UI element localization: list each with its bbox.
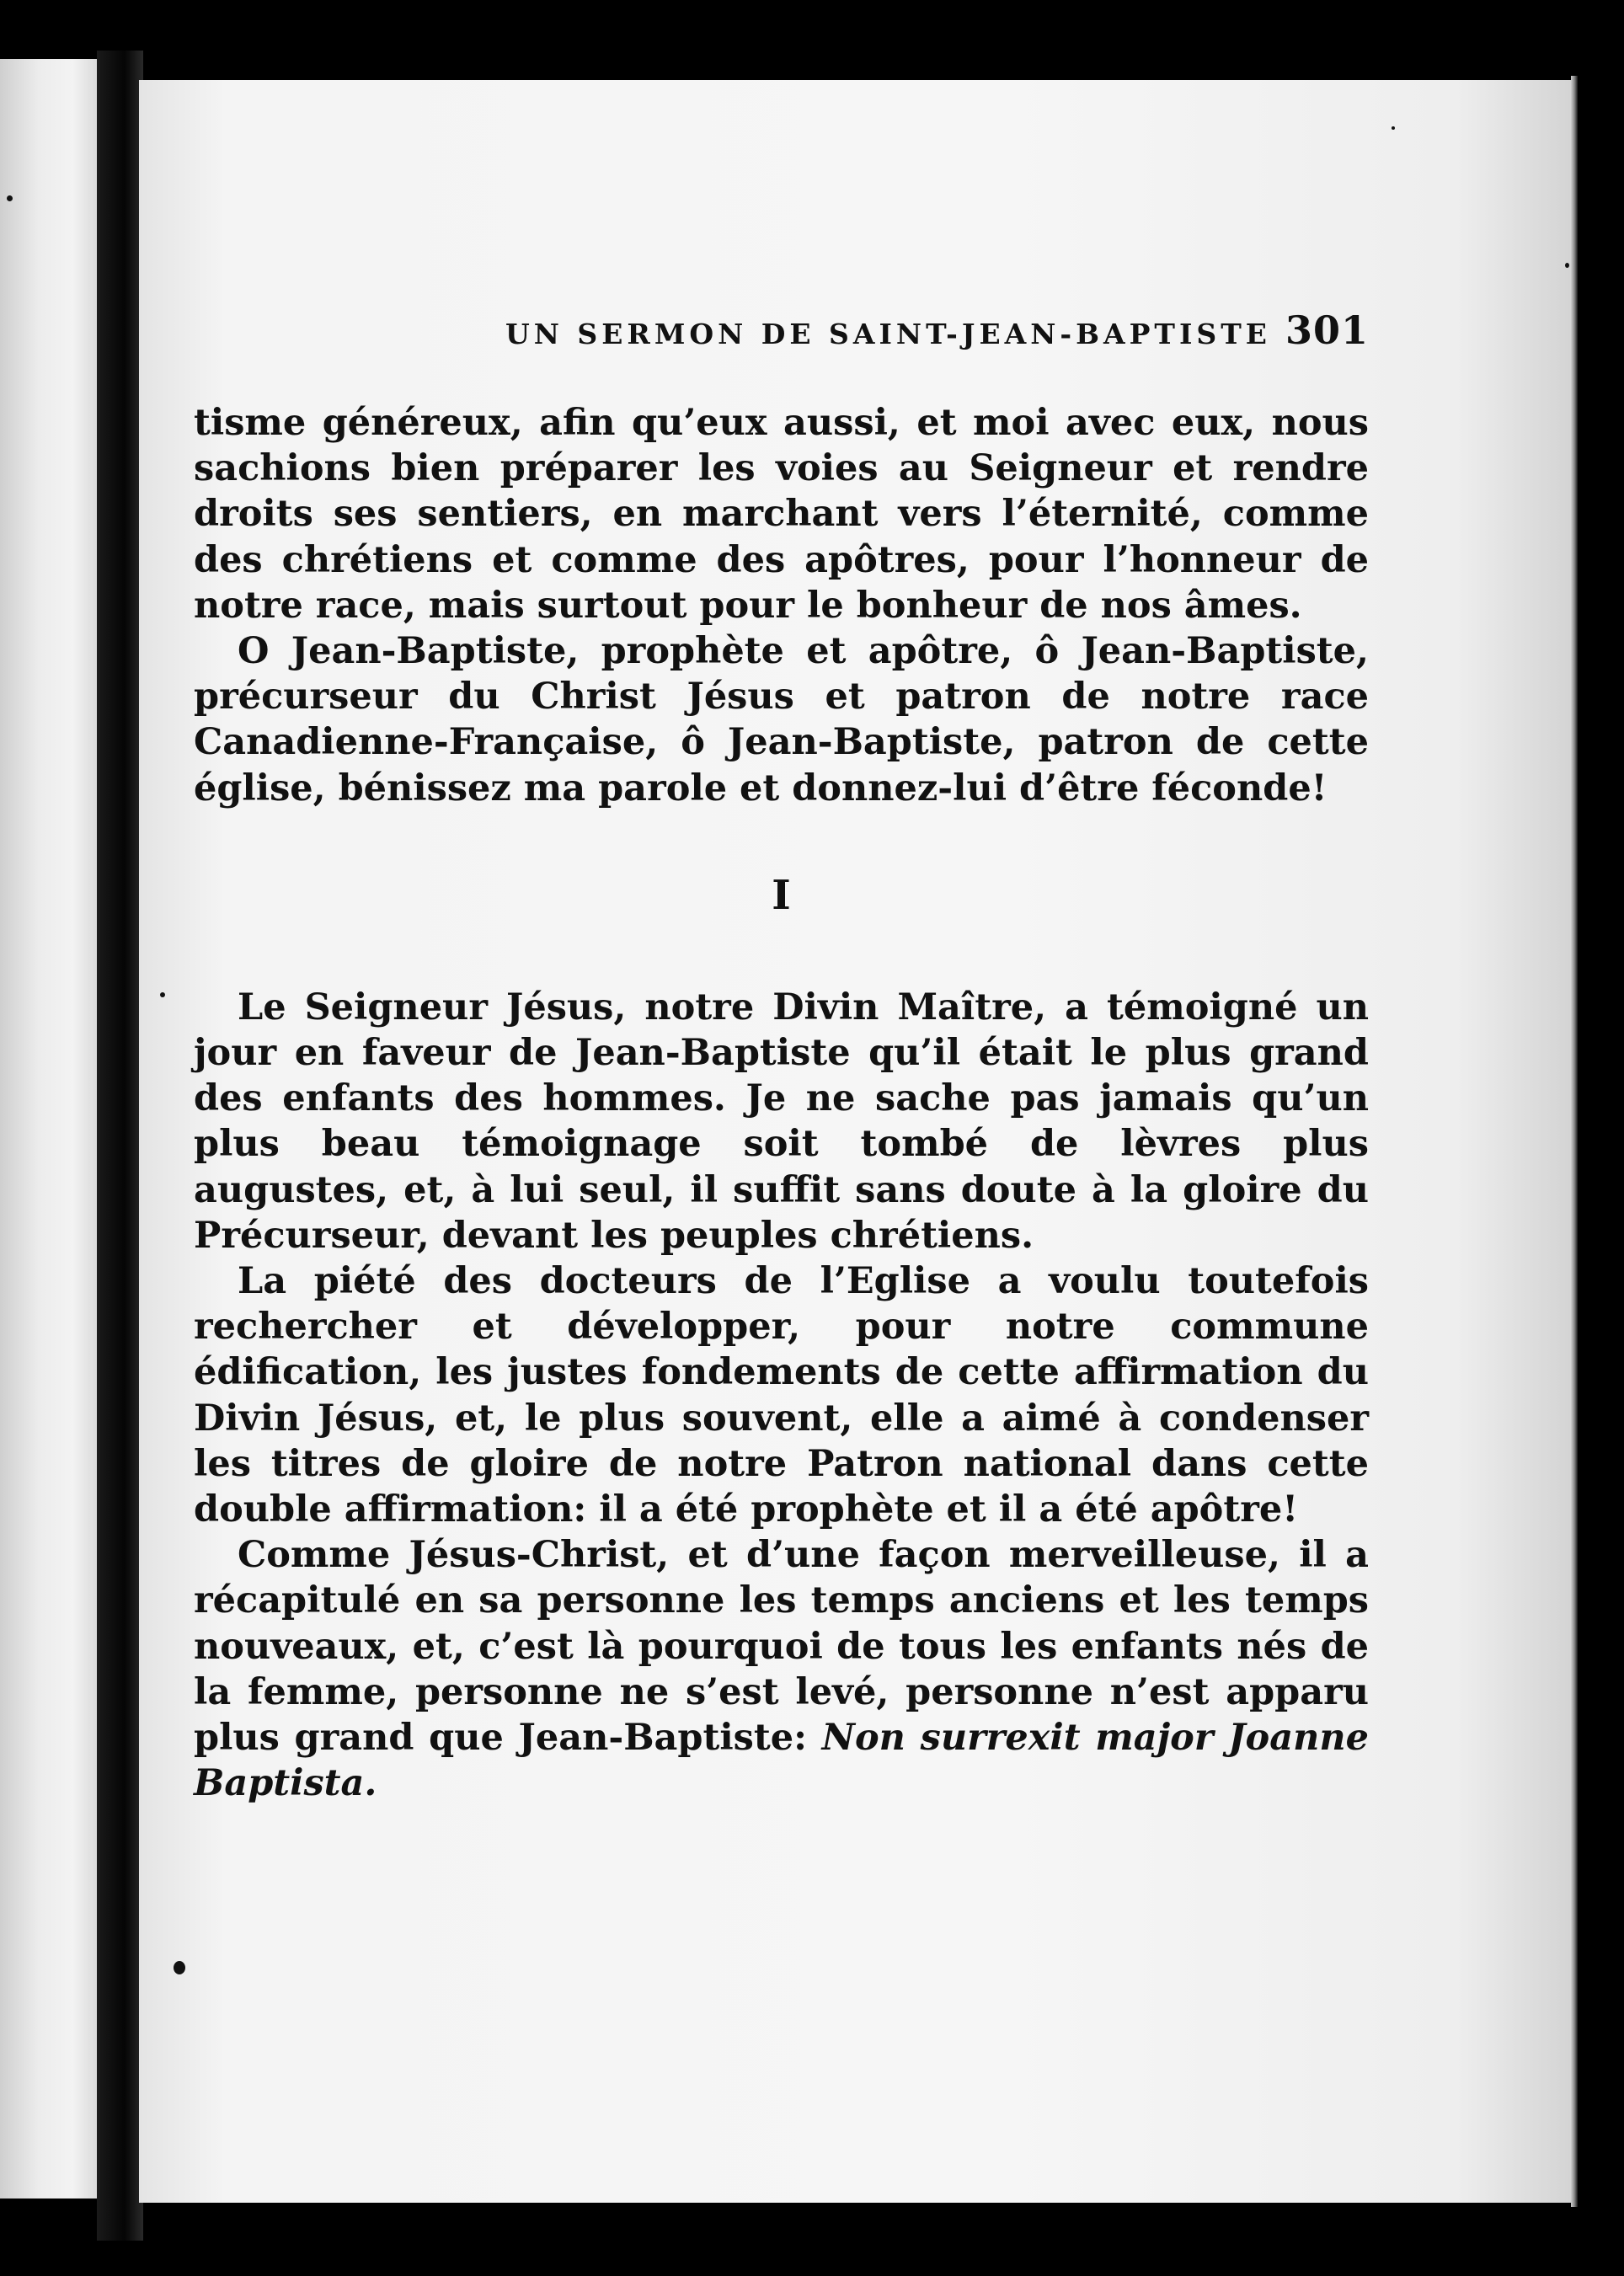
scan-speck: [1392, 126, 1395, 130]
section-heading: I: [772, 871, 791, 919]
book-gutter: [97, 51, 143, 2241]
paragraph: La piété des docteurs de l’Eglise a voulu toutefois rechercher et développer, pour notre commune édification, les justes fondements de cette affirmation du Divin Jésus, et, le plus souvent, elle a aimé à condenser les titres de gloire de notre Patron national dans cette double affirmation: il a été prophète et il a été apôtre!: [194, 1260, 1369, 1531]
scan-speck: [174, 1961, 185, 1974]
paragraph-invocation: O Jean-Baptiste, prophète et apôtre, ô Jean-Baptiste, précurseur du Christ Jésus et patron de notre race Canadienne-Française, ô Jean-Baptiste, patron de cette église, bénissez ma parole et donnez-lui d’être féconde!: [194, 630, 1369, 809]
running-head: [194, 307, 1369, 358]
page-number: 301: [1285, 307, 1369, 353]
latin-quotation: Non surrexit major Joanne Baptista.: [194, 1717, 1369, 1805]
scan-speck: [160, 992, 165, 997]
scan-speck: [7, 195, 13, 201]
running-title: UN SERMON DE SAINT-JEAN-BAPTISTE: [505, 318, 1271, 350]
paragraph-final: [194, 1532, 1369, 1806]
facing-page-edge: [0, 59, 97, 2199]
page-edge-right: [1571, 76, 1578, 2207]
paragraph-continuation: tisme généreux, afin qu’eux aussi, et moi avec eux, nous sachions bien préparer les voies au Seigneur et rendre droits ses sentiers, en marchant vers l’éternité, comme des chrétiens et comme des apôtres, pour l’honneur de notre race, mais surtout pour le bonheur de nos âmes.: [194, 402, 1369, 627]
paragraph-final-text: Comme Jésus-Christ, et d’une façon merveilleuse, il a récapitulé en sa personne les temps anciens et les temps nouveaux, et, c’est là pourquoi de tous les enfants nés de la femme, personne ne s’est levé, personne n’est apparu plus grand que Jean-Baptiste:: [194, 1534, 1369, 1760]
page-text-block: [194, 307, 1369, 1806]
paragraph: Le Seigneur Jésus, notre Divin Maître, a témoigné un jour en faveur de Jean-Baptiste qu’il était le plus grand des enfants des hommes. Je ne sache pas jamais qu’un plus beau témoignage soit tombé de lèvres plus augustes, et, à lui seul, il suffit sans doute à la gloire du Précurseur, devant les peuples chrétiens.: [194, 986, 1369, 1257]
scan-speck: [1565, 263, 1569, 268]
